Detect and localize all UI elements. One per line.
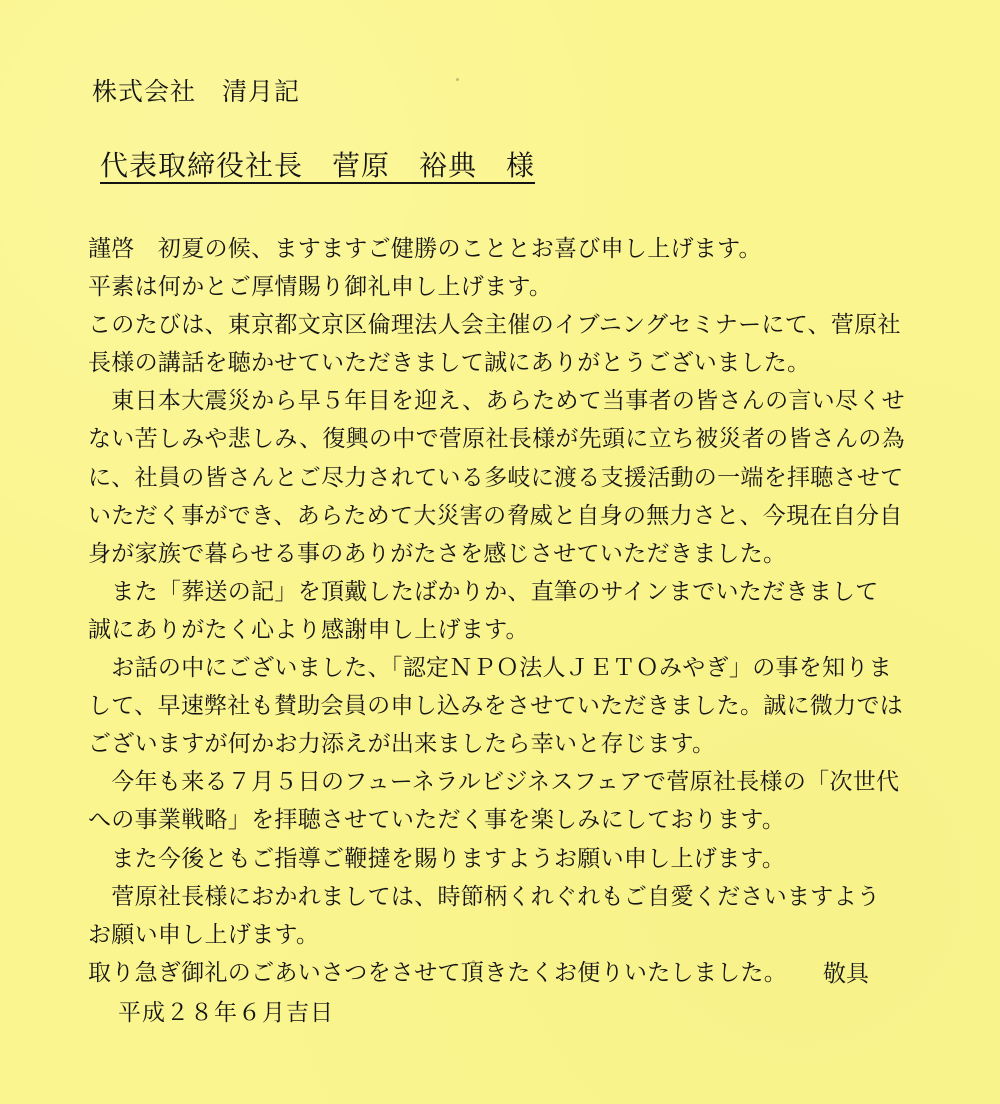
closing-keigu: 敬具 bbox=[823, 961, 869, 987]
body-line: ございますが何かお力添えが出来ましたら幸いと存じます。 bbox=[88, 731, 716, 758]
body-line: 東日本大震災から早５年目を迎え、あらためて当事者の皆さんの言い尽くせ bbox=[88, 388, 905, 415]
body-line: 身が家族で暮らせる事のありがたさを感じさせていただきました。 bbox=[88, 540, 787, 567]
body-line: また「葬送の記」を頂戴したばかりか、直筆のサインまでいただきまして bbox=[88, 578, 879, 605]
recipient-name: 代表取締役社長 菅原 裕典 様 bbox=[100, 149, 536, 182]
body-line: また今後ともご指導ご鞭撻を賜りますようお願い申し上げます。 bbox=[88, 845, 786, 872]
body-line: 今年も来る７月５日のフューネラルビジネスフェアで菅原社長様の「次世代 bbox=[88, 769, 900, 796]
body-line: 誠にありがたく心より感謝申し上げます。 bbox=[88, 616, 529, 643]
body-line: 謹啓 初夏の候、ますますご健勝のこととお喜び申し上げます。 bbox=[88, 236, 762, 262]
sender-company: 株式会社 清月記 bbox=[92, 77, 301, 106]
body-line: いただく事ができ、あらためて大災害の脅威と自身の無力さと、今現在自分自 bbox=[88, 502, 903, 529]
letter-date: 平成２８年６月吉日 bbox=[118, 1000, 334, 1026]
body-line: に、社員の皆さんとご尽力されている多岐に渡る支援活動の一端を拝聴させて bbox=[88, 464, 904, 491]
body-line: 平素は何かとご厚情賜り御礼申し上げます。 bbox=[88, 274, 553, 301]
paper-speck bbox=[456, 78, 459, 81]
letter-body bbox=[88, 230, 988, 992]
body-line: への事業戦略」を拝聴させていただく事を楽しみにしております。 bbox=[88, 807, 786, 834]
body-line: して、早速弊社も賛助会員の申し込みをさせていただきました。誠に微力では bbox=[88, 693, 904, 720]
paper-speck bbox=[472, 960, 475, 963]
body-line: ない苦しみや悲しみ、復興の中で菅原社長様が先頭に立ち被災者の皆さんの為 bbox=[88, 426, 905, 453]
body-line: 取り急ぎ御礼のごあいさつをさせて頂きたくお便りいたしました。 bbox=[88, 959, 787, 986]
body-line: 菅原社長様におかれましては、時節柄くれぐれもご自愛くださいますよう bbox=[88, 883, 881, 910]
body-line: お話の中にございました、「認定ＮＰＯ法人ＪＥＴＯみやぎ」の事を知りま bbox=[88, 655, 892, 682]
body-line: このたびは、東京都文京区倫理法人会主催のイブニングセミナーにて、菅原社 bbox=[88, 312, 901, 339]
body-line: お願い申し上げます。 bbox=[88, 921, 320, 948]
body-line: 長様の講話を聴かせていただきまして誠にありがとうございました。 bbox=[88, 350, 811, 377]
